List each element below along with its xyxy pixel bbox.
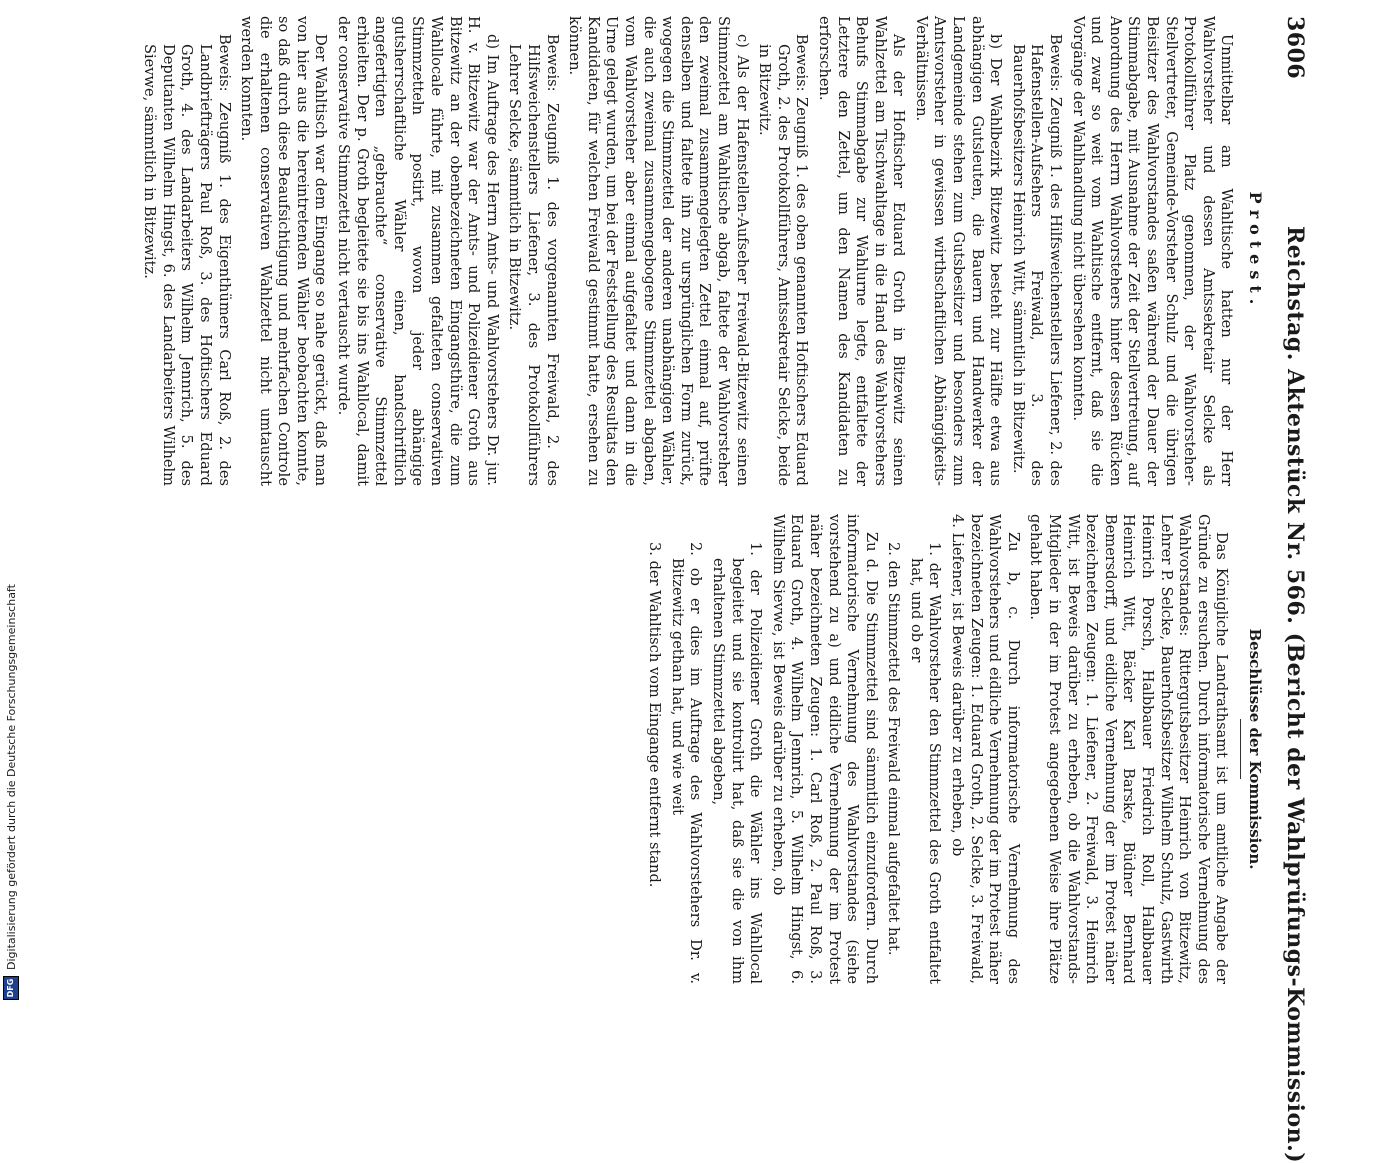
paragraph: Zu d. Die Stimmzettel sind sämmtlich einzufordern. Durch informatorische Vernehmung des Wahlvorstandes (siehe vorstehend zu a) und eidliche Vernehmung der im Protest näher bezeichneten Zeugen: 1. Carl Roß, 2. Paul Roß, 3. Eduard Groth, 4. Wilhelm Jennrich, 5. Wilhelm Hingst, 6. Wilhelm Sievwe, ist Beweis darüber zu erheben, ob xyxy=(769,514,880,984)
digitization-footer xyxy=(0,0,22,1000)
evidence: Beweis: Zeugniß 1. des Hilfsweichenstellers Liefener, 2. des Hafenstellen-Aufsehers Freiwald, 3. des Bauerhofsbesitzers Heinrich Witt, sämmtlich in Bitzewitz. xyxy=(1009,34,1065,486)
paragraph: Das Königliche Landrathsamt ist um amtliche Angabe der Gründe zu ersuchen. Durch informatorische Vernehmung des Wahlvorstandes: Rittergutsbesitzer Heinrich von Bitzewitz, Lehrer P. Selcke, Bauerhofsbesitzer Wilhelm Schulz, Gastwirth Heinrich Porsch, Halbbauer Friedrich Roll, Halbbauer Heinrich Witt, Bäcker Karl Barske, Büdner Bernhard Bemersdorff, und eidliche Vernehmung der im Protest näher bezeichneten Zeugen: 1. Liefener, 2. Freiwald, 3. Heinrich Witt, ist Beweis darüber zu erheben, ob die Wahlvorstands-Mitglieder in der im Protest angegebenen Weise ihre Plätze gehabt haben. xyxy=(1027,514,1231,984)
list-item: 2. den Stimmzettel des Freiwald einmal aufgefaltet hat. xyxy=(885,542,903,956)
paragraph: Als der Hoftischer Eduard Groth in Bitzewitz seinen Wahlzettel am Tischwahltage in die Hand des Wahlvorstehers Behufs Stimmabgabe zur Wahlurne legte, entfaltete der Letztere den Zettel, um den Namen des Kandidaten zu erforschen. xyxy=(815,16,908,486)
paragraph: Unmittelbar am Wahltische hatten nur der Herr Wahlvorsteher und dessen Amtssekretair Selcke als Protokollführer Platz genommen, der Wahlvorsteher-Stellvertreter, Gemeinde-Vorsteher Schulz und die übrigen Beisitzer des Wahlvorstandes saßen während der Dauer der Stimmabgabe, mit Ausnahme der Zeit der Stellvertretung, auf Anordnung des Herrn Wahlvorstehers hinter dessen Rücken und zwar so weit vom Wahltische entfernt, daß sie die Vorgänge der Wahlhandlung nicht übersehen konnten. xyxy=(1069,16,1236,486)
footer-strip xyxy=(0,0,24,1000)
paragraph: Der Wahltisch war dem Eingange so nahe gerückt, daß man von hier aus die hereintretenden Wähler beobachten konnte, so daß durch diese Beaufsichtigung und mehrfachen Controle die erhaltenen conservativen Wahlzettel nicht umtauscht werden konnten. xyxy=(238,16,330,486)
paragraph: b) Der Wahlbezirk Bitzewitz besteht zur Hälfte etwa aus abhängigen Gutsleuten, die Bauern und Handwerker der Landgemeinde stehen zum Gutsbesitzer und besonders zum Amtsvorsteher in gewissen wirthschaftlichen Abhängigkeits-Verhältnissen. xyxy=(912,16,1005,486)
paragraph: Zu b, c. Durch informatorische Vernehmung des Wahlvorstehers und eidliche Vernehmung der im Protest näher bezeichneten Zeugen: 1. Eduard Groth, 2. Selcke, 3. Freiwald, 4. Liefener, ist Beweis darüber zu erheben, ob xyxy=(949,514,1022,984)
evidence: Beweis: Zeugniß 1. des oben genannten Hoftischers Eduard Groth, 2. des Protokollführers, Amtssekretair Selcke, beide in Bitzewitz. xyxy=(756,34,811,486)
dfg-logo-icon: DFG xyxy=(3,976,19,1000)
protest-column xyxy=(136,16,1264,486)
running-title: Reichstag. Aktenstück Nr. 566. (Bericht der Wahlprüfungs-Kommission.) xyxy=(1282,226,1308,1163)
page-number: 3606 xyxy=(1282,16,1308,80)
paragraph: d) Im Auftrage des Herrn Amts- und Wahlvorstehers Dr. jur. H. v. Bitzewitz war der Amts- und Polizeidiener Groth aus Bitzewitz an der obenbezeichneten Eingangsthüre, die zum Wahllocale führte, mit zusammen gefalteten conservativen Stimmzetteln postirt, wovon jeder abhängige gutsherrschaftliche Wähler einen, handschriftlich angefertigten „gebrauchte“ conservative Stimmzettel erhielten. Der p. Groth begleitete sie bis ins Wahllocal, damit der conservative Stimmzettel nicht vertauscht wurde. xyxy=(335,16,501,486)
evidence: Beweis: Zeugniß 1. des Eigenthümers Carl Roß, 2. des Landbriefträgers Paul Roß, 3. des Hoftischers Eduard Groth, 4. des Landarbeiters Wilhelm Jennrich, 5. des Deputanten Wilhelm Hingst, 6. des Landarbeiters Wilhelm Sievwe, sämmtlich in Bitzewitz. xyxy=(141,34,233,486)
list-item: 2. ob er dies im Auftrage des Wahlvorstehers Dr. v. Bitzewitz gethan hat, und wie weit xyxy=(668,542,705,984)
page-header xyxy=(1274,16,1308,1163)
list-item: 1. der Wahlvorsteher den Stimmzettel des Groth entfaltet hat, und ob er xyxy=(907,542,944,984)
commission-column xyxy=(641,514,1264,984)
commission-heading: Beschlüsse der Kommission. xyxy=(1246,628,1264,870)
evidence: Beweis: Zeugniß 1. des vorgenannten Freiwald, 2. des Hilfsweichenstellers Liefener, 3. des Protokollführers Lehrer Selcke, sämmtlich in Bitzewitz. xyxy=(506,34,561,486)
list-item: 1. der Polizeidiener Groth die Wähler ins Wahllocal begleitet und sie kontrolirt hat, daß sie die von ihm erhaltenen Stimmzettel abgeben, xyxy=(709,542,765,984)
list-item: 3. der Wahltisch vom Eingange entfernt stand. xyxy=(646,542,664,888)
heading-rule xyxy=(1240,719,1241,779)
footer-text: Digitalisierung gefördert durch die Deutsche Forschungsgemeinschaft xyxy=(4,584,18,970)
protest-heading: Protest. xyxy=(1246,191,1265,311)
paragraph: c) Als der Hafenstellen-Aufseher Freiwald-Bitzewitz seinen Stimmzettel am Wahltische abgab, faltete der Wahlvorsteher den zweimal zusammengelegten Zettel einmal auf, prüfte denselben und faltete ihn zur ursprünglichen Form zurück, wogegen die Stimmzettel der anderen unabhängigen Wähler, die auch zweimal zusammengebogene Stimmzettel abgaben, vom Wahlvorsteher aber einmal aufgefaltet und dann in die Urne gelegt wurden, um bei der Feststellung des Resultats den Kandidaten, für welchen Freiwald gestimmt hatte, ersehen zu können. xyxy=(566,16,751,486)
